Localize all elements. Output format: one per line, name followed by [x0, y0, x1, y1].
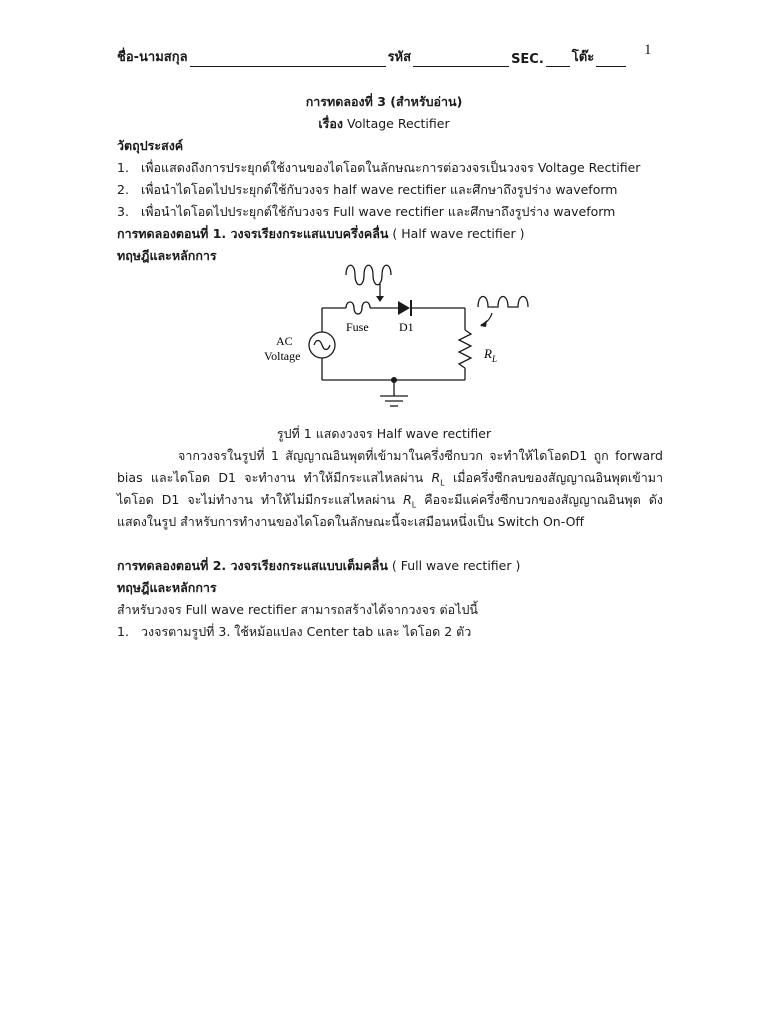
resistor-icon: [459, 330, 471, 368]
subject-value: Voltage Rectifier: [346, 116, 450, 131]
objectives-heading: วัตถุประสงค์: [117, 138, 184, 153]
ac-label: AC: [276, 334, 293, 348]
input-waveform-icon: [346, 265, 391, 285]
name-blank[interactable]: [190, 52, 386, 67]
objective-number: 3.: [117, 204, 129, 219]
fuse-label: Fuse: [346, 320, 369, 334]
sec-label: SEC.: [511, 52, 544, 67]
fuse-icon: [346, 302, 370, 314]
name-label: ชื่อ-นามสกุล: [117, 50, 188, 65]
objective-text: เพื่อนำไดโอดไปประยุกต์ใช้กับวงจร half wave rectifier และศึกษาถึงรูปร่าง waveform: [141, 182, 618, 197]
part2-item-number: 1.: [117, 624, 129, 639]
subject-label: เรื่อง: [318, 116, 343, 131]
objective-item: [117, 158, 640, 178]
part2-heading-text: การทดลองตอนที่ 2. วงจรเรียงกระแสแบบเต็มคลื่น: [117, 558, 388, 573]
sec-blank[interactable]: [546, 52, 570, 67]
rl-label: $R_L$: [484, 346, 497, 364]
paragraph-line-1-text: จากวงจรในรูปที่ 1 สัญญาณอินพุตที่เข้ามาในครึ่งซีกบวก จะทำให้ไดโอดD1 ถูก forward: [178, 448, 663, 463]
paragraph-line-3: ไดโอด D1 จะไม่ทำงาน ทำให้ไม่มีกระแสไหลผ่าน $R_L$ คือจะมีแค่ครึ่งซีกบวกของสัญญาณอินพุต ดัง: [117, 492, 663, 510]
student-info-header: [117, 46, 628, 67]
table-label: โต๊ะ: [571, 50, 595, 65]
part2-item-text: วงจรตามรูปที่ 3. ใช้หม้อแปลง Center tab และ ไดโอด 2 ตัว: [141, 624, 472, 639]
part2-list-item: [117, 622, 471, 642]
part2-theory-heading: ทฤษฎีและหลักการ: [117, 580, 217, 595]
output-arrow-icon: [481, 313, 492, 325]
paragraph-line-4: แสดงในรูป สำหรับการทำงานของไดโอดในลักษณะนี้จะเสมือนหนึ่งเป็น Switch On-Off: [117, 514, 585, 529]
page-number: 1: [644, 42, 652, 58]
part1-heading-text: การทดลองตอนที่ 1. วงจรเรียงกระแสแบบครึ่งคลื่น: [117, 226, 389, 241]
objective-number: 1.: [117, 160, 129, 175]
figure-1-caption: รูปที่ 1 แสดงวงจร Half wave rectifier: [276, 426, 492, 441]
part1-theory-heading: ทฤษฎีและหลักการ: [117, 248, 217, 263]
subject-line: [0, 114, 768, 134]
voltage-label: Voltage: [264, 349, 301, 363]
diode-icon: [398, 301, 410, 315]
objective-item: [117, 202, 615, 222]
table-blank[interactable]: [596, 52, 626, 67]
part2-heading-note: ( Full wave rectifier ): [391, 558, 521, 573]
output-waveform-icon: [478, 297, 528, 308]
objective-item: [117, 180, 617, 200]
part1-heading: [117, 224, 524, 244]
id-label: รหัส: [387, 50, 412, 65]
page-title: การทดลองที่ 3 (สำหรับอ่าน): [305, 94, 463, 109]
diode-label: D1: [399, 320, 414, 334]
part1-heading-note: ( Half wave rectifier ): [392, 226, 525, 241]
part2-heading: [117, 556, 520, 576]
part2-intro-line: สำหรับวงจร Full wave rectifier สามารถสร้างได้จากวงจร ต่อไปนี้: [117, 602, 478, 617]
paragraph-line-2: bias และไดโอด D1 จะทำงาน ทำให้มีกระแสไหลผ่าน $R_L$ เมื่อครึ่งซีกลบของสัญญาณอินพุตเข้ามา: [117, 470, 663, 488]
ac-source-icon: [309, 332, 335, 358]
id-blank[interactable]: [413, 52, 509, 67]
objective-text: เพื่อนำไดโอดไปประยุกต์ใช้กับวงจร Full wave rectifier และศึกษาถึงรูปร่าง waveform: [141, 204, 616, 219]
objective-text: เพื่อแสดงถึงการประยุกต์ใช้งานของไดโอดในลักษณะการต่อวงจรเป็นวงจร Voltage Rectifier: [141, 160, 641, 175]
paragraph-line-1: [178, 446, 663, 466]
objective-number: 2.: [117, 182, 129, 197]
